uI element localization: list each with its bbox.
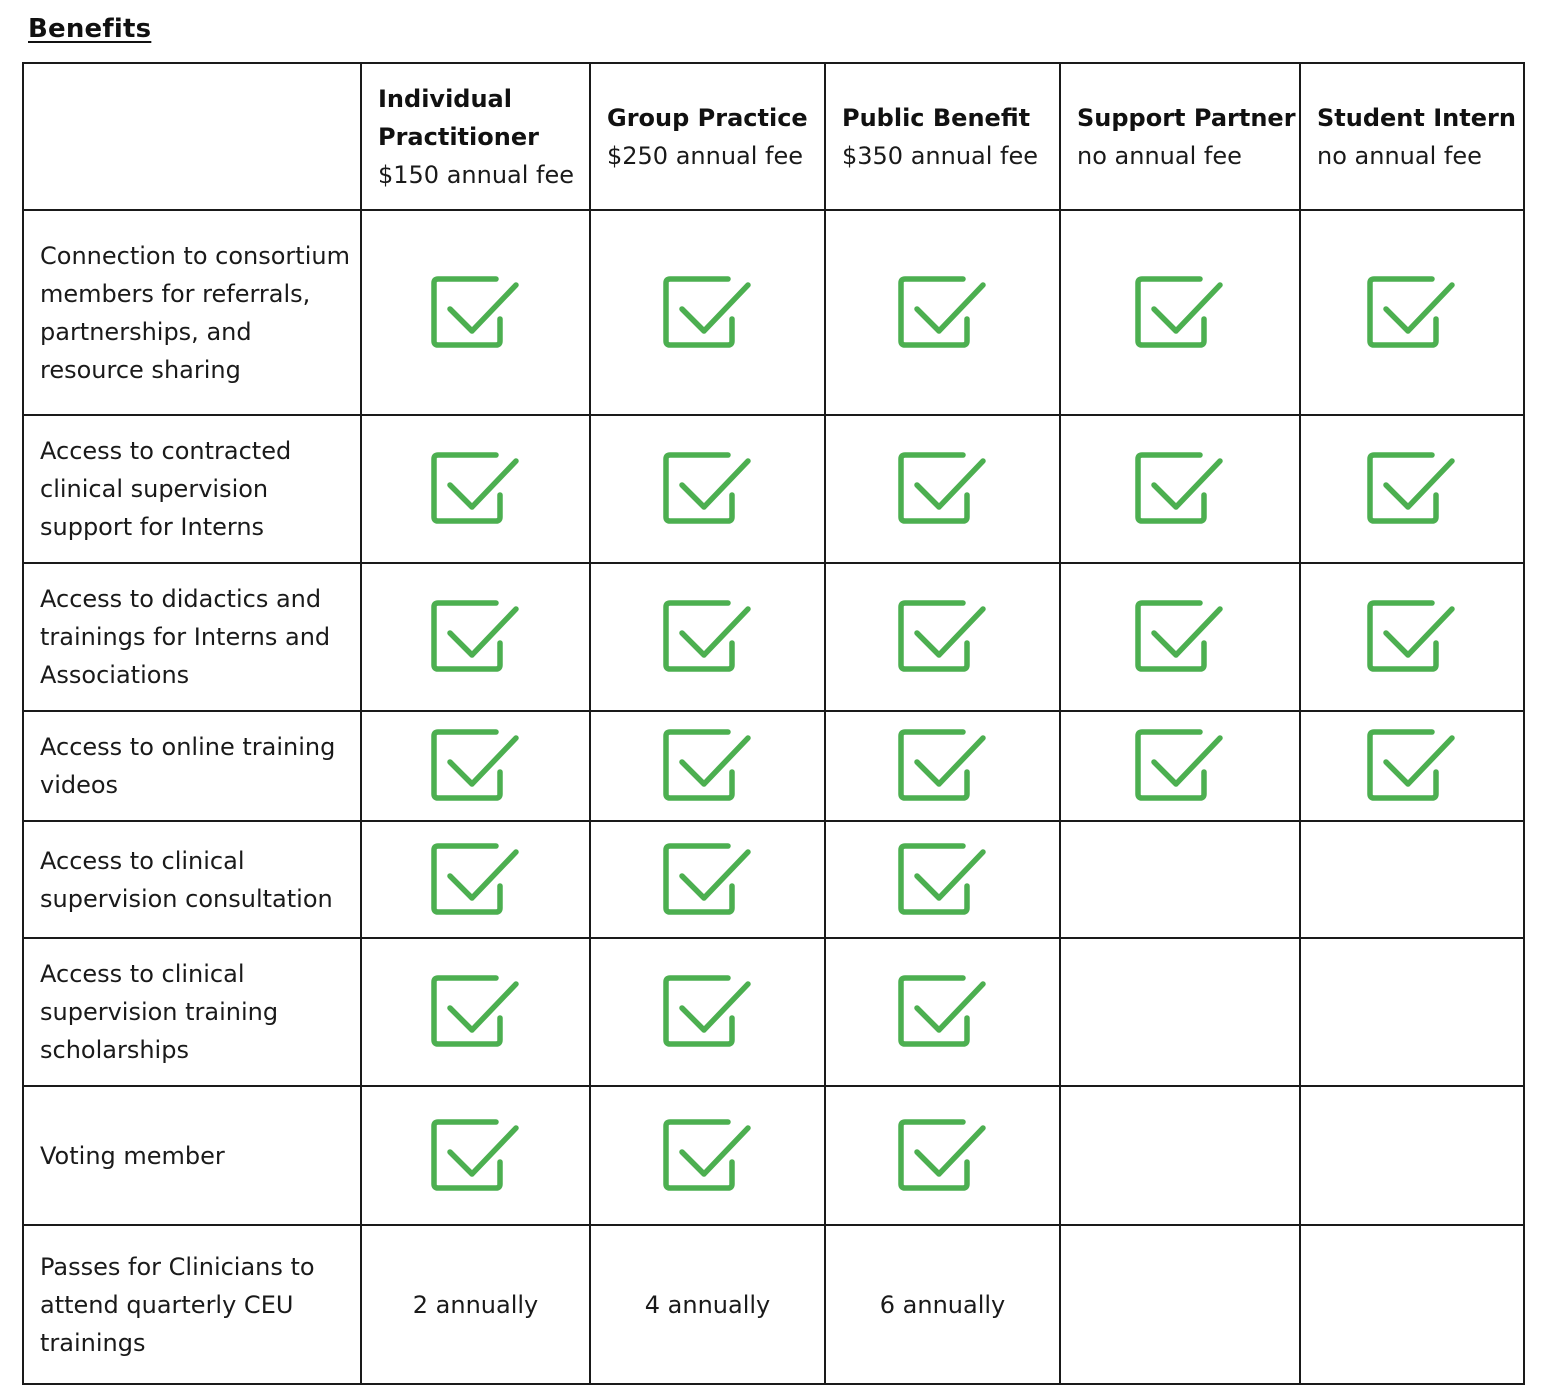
tier-header-student-intern (1300, 63, 1524, 210)
benefit-row (23, 1225, 1524, 1384)
benefit-cell-included (825, 711, 1060, 821)
benefit-value-text: 4 annually (644, 1290, 771, 1319)
tier-name: Group Practice (607, 103, 808, 132)
benefit-label: Access to clinical supervision training scholarships (23, 938, 361, 1086)
tier-fee: $150 annual fee (378, 160, 575, 189)
benefit-row (23, 1086, 1524, 1225)
checkbox-checked-icon (1134, 728, 1226, 804)
tier-header-group-practice (590, 63, 825, 210)
benefit-row (23, 415, 1524, 563)
tier-header-individual-practitioner (361, 63, 590, 210)
checkbox-checked-icon (897, 1118, 989, 1194)
checkbox-checked-icon (430, 451, 522, 527)
benefit-cell-empty (1060, 938, 1300, 1086)
benefit-cell-included (1300, 711, 1524, 821)
benefit-cell-included (1060, 210, 1300, 415)
checkbox-checked-icon (430, 599, 522, 675)
benefit-label: Access to clinical supervision consultation (23, 821, 361, 938)
checkbox-checked-icon (897, 842, 989, 918)
benefit-cell-included (590, 711, 825, 821)
benefit-cell-included (590, 210, 825, 415)
checkbox-checked-icon (1134, 599, 1226, 675)
benefit-cell-included (590, 938, 825, 1086)
checkbox-checked-icon (662, 599, 754, 675)
tier-header-support-partner (1060, 63, 1300, 210)
benefit-cell-empty (1300, 938, 1524, 1086)
checkbox-checked-icon (897, 599, 989, 675)
header-row (23, 63, 1524, 210)
benefit-cell-included (361, 711, 590, 821)
checkbox-checked-icon (1134, 451, 1226, 527)
benefit-label: Access to didactics and trainings for Interns and Associations (23, 563, 361, 711)
tier-header-public-benefit (825, 63, 1060, 210)
benefit-cell-included (825, 821, 1060, 938)
benefit-cell-included (590, 1086, 825, 1225)
checkbox-checked-icon (662, 728, 754, 804)
benefit-row (23, 711, 1524, 821)
benefit-cell-empty (1300, 1225, 1524, 1384)
benefit-rows (23, 210, 1524, 1384)
tier-fee: $250 annual fee (607, 141, 804, 170)
checkbox-checked-icon (897, 275, 989, 351)
checkbox-checked-icon (430, 974, 522, 1050)
benefit-cell-included (825, 1086, 1060, 1225)
benefit-cell-included (361, 563, 590, 711)
checkbox-checked-icon (1366, 451, 1458, 527)
benefit-cell-included (361, 210, 590, 415)
checkbox-checked-icon (1366, 728, 1458, 804)
benefit-cell-empty (1300, 1086, 1524, 1225)
benefit-cell-included (825, 210, 1060, 415)
header-corner-cell (23, 63, 361, 210)
checkbox-checked-icon (1134, 275, 1226, 351)
benefit-cell-included (825, 938, 1060, 1086)
checkbox-checked-icon (662, 275, 754, 351)
checkbox-checked-icon (897, 451, 989, 527)
checkbox-checked-icon (897, 728, 989, 804)
checkbox-checked-icon (430, 728, 522, 804)
checkbox-checked-icon (662, 1118, 754, 1194)
checkbox-checked-icon (1366, 275, 1458, 351)
benefit-cell-included (590, 563, 825, 711)
benefit-cell-empty (1060, 821, 1300, 938)
benefit-cell-included (1060, 711, 1300, 821)
benefit-cell-included (590, 415, 825, 563)
benefit-value-text: 2 annually (412, 1290, 539, 1319)
benefit-value-text: 6 annually (879, 1290, 1006, 1319)
tier-name: Individual Practitioner (378, 84, 539, 151)
checkbox-checked-icon (430, 1118, 522, 1194)
tier-name: Public Benefit (842, 103, 1031, 132)
benefits-table (22, 62, 1525, 1385)
benefit-row (23, 210, 1524, 415)
benefit-cell-included (590, 821, 825, 938)
tier-name: Student Intern (1317, 103, 1516, 132)
checkbox-checked-icon (662, 842, 754, 918)
tier-name: Support Partner (1077, 103, 1296, 132)
benefit-cell-included (361, 938, 590, 1086)
benefit-label: Passes for Clinicians to attend quarterly CEU trainings (23, 1225, 361, 1384)
checkbox-checked-icon (662, 974, 754, 1050)
benefit-cell-included (1060, 415, 1300, 563)
tier-fee: no annual fee (1077, 141, 1242, 170)
benefit-cell-included (825, 415, 1060, 563)
benefit-row (23, 563, 1524, 711)
benefit-cell-value (590, 1225, 825, 1384)
tier-fee: no annual fee (1317, 141, 1482, 170)
benefit-cell-included (361, 415, 590, 563)
benefit-cell-value (825, 1225, 1060, 1384)
checkbox-checked-icon (430, 842, 522, 918)
benefit-cell-included (1300, 415, 1524, 563)
benefit-cell-included (1300, 563, 1524, 711)
checkbox-checked-icon (662, 451, 754, 527)
checkbox-checked-icon (430, 275, 522, 351)
benefit-row (23, 821, 1524, 938)
benefit-cell-included (361, 821, 590, 938)
benefit-label: Connection to consortium members for referrals, partnerships, and resource sharing (23, 210, 361, 415)
benefit-cell-empty (1300, 821, 1524, 938)
benefit-row (23, 938, 1524, 1086)
benefit-cell-included (1060, 563, 1300, 711)
benefit-label: Access to online training videos (23, 711, 361, 821)
checkbox-checked-icon (1366, 599, 1458, 675)
benefit-label: Voting member (23, 1086, 361, 1225)
benefit-label: Access to contracted clinical supervision support for Interns (23, 415, 361, 563)
benefit-cell-empty (1060, 1086, 1300, 1225)
benefit-cell-included (825, 563, 1060, 711)
benefit-cell-included (1300, 210, 1524, 415)
benefit-cell-empty (1060, 1225, 1300, 1384)
tier-fee: $350 annual fee (842, 141, 1039, 170)
checkbox-checked-icon (897, 974, 989, 1050)
page-title: Benefits (28, 14, 152, 44)
benefit-cell-included (361, 1086, 590, 1225)
benefit-cell-value (361, 1225, 590, 1384)
